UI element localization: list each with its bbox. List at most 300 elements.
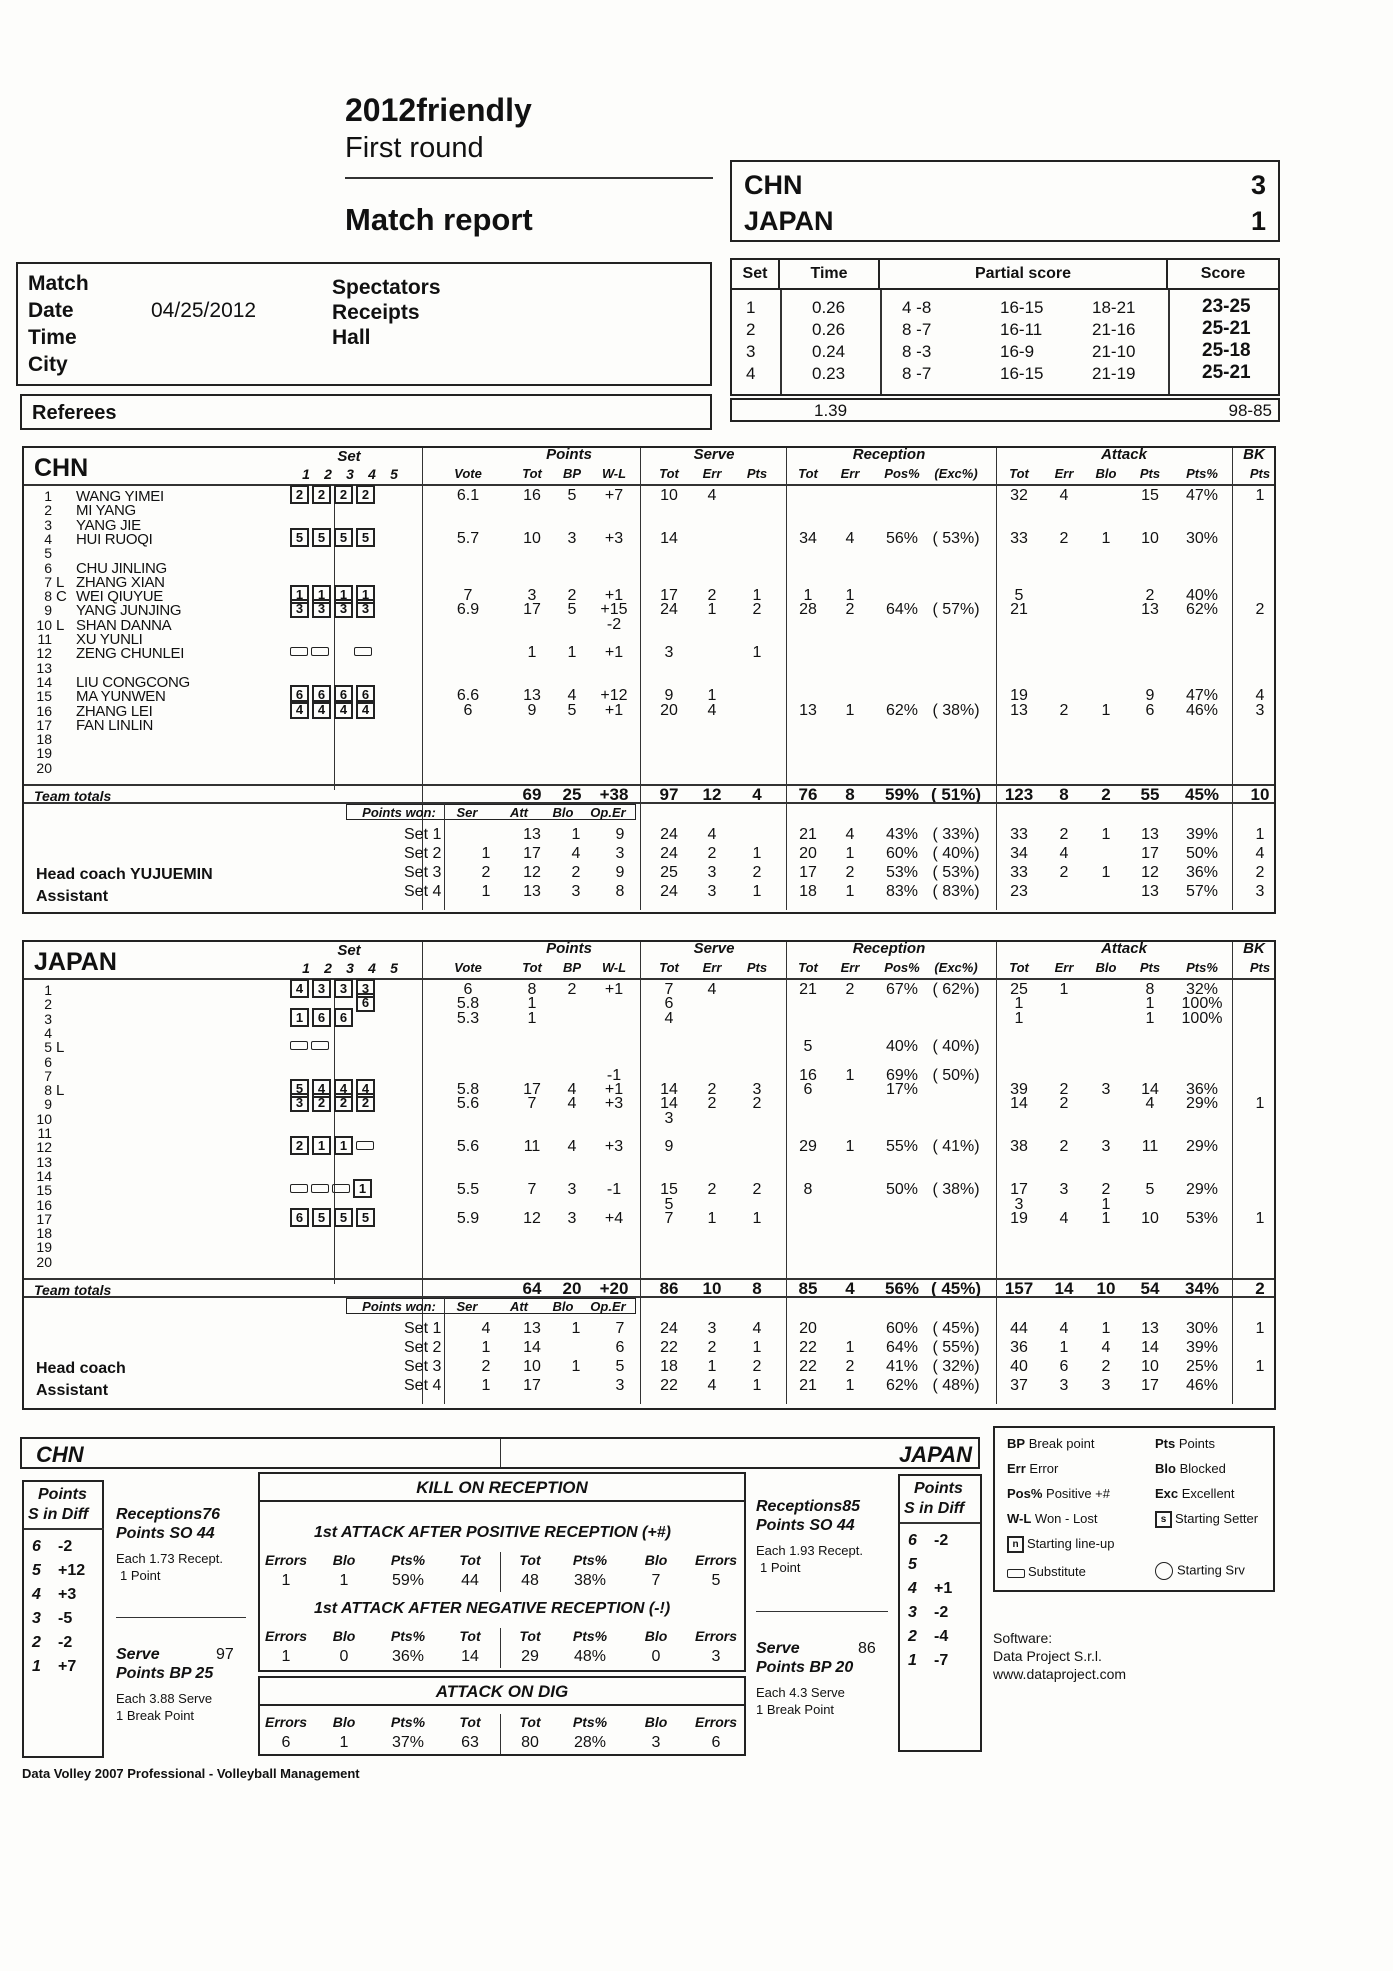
substitute-marker bbox=[354, 647, 372, 656]
total-points: 98-85 bbox=[1228, 401, 1272, 420]
set-stat-rc_tot: 22 bbox=[799, 1358, 817, 1375]
stat-bk: 3 bbox=[1255, 701, 1265, 719]
set-label: Set 3 bbox=[404, 1358, 442, 1375]
away-each-recept: Each 1.93 Recept. bbox=[756, 1543, 863, 1558]
stat-sv_tot: 3 bbox=[664, 1109, 674, 1127]
set-stat-rc_tot: 20 bbox=[799, 845, 817, 862]
player-name: ZENG CHUNLEI bbox=[76, 645, 185, 663]
starting-position: 5 bbox=[290, 1079, 309, 1098]
set-stat-rc_exc: ( 83%) bbox=[932, 883, 980, 900]
positive-title: 1st ATTACK AFTER POSITIVE RECEPTION (+#) bbox=[314, 1524, 671, 1541]
stat-at_pts: 4 bbox=[1145, 1095, 1155, 1113]
match-result bbox=[730, 160, 1280, 242]
total-sv_err: 10 bbox=[702, 1279, 722, 1298]
set-stat-bk: 1 bbox=[1255, 1320, 1265, 1337]
stat-vote: 5.6 bbox=[456, 1095, 480, 1113]
player-lineup bbox=[290, 1093, 378, 1112]
referees-label: Referees bbox=[32, 402, 117, 424]
set-stat-rc_err: 1 bbox=[845, 845, 855, 862]
set-stat-sv_err: 3 bbox=[707, 883, 717, 900]
kill-col-header: Pts% bbox=[390, 1628, 426, 1644]
player-number: 20 bbox=[36, 759, 52, 776]
set-stat-at_blo: 4 bbox=[1101, 1339, 1111, 1356]
stat-bp: 5 bbox=[567, 601, 577, 619]
set-stat-at_blo: 1 bbox=[1101, 826, 1111, 843]
stat-vote: 6.1 bbox=[456, 487, 480, 504]
stat-rc_exc: ( 57%) bbox=[932, 601, 980, 619]
column-header-rc_pos: Pos% bbox=[884, 960, 920, 975]
dig-title: ATTACK ON DIG bbox=[260, 1678, 744, 1706]
column-divider bbox=[444, 804, 445, 910]
stat-rc_err: 2 bbox=[845, 981, 855, 998]
player-role: L bbox=[56, 1039, 65, 1057]
chn-team-name: CHN bbox=[34, 454, 89, 482]
set-stat-at_pts: 13 bbox=[1141, 1320, 1159, 1337]
rotation-number: 5 bbox=[908, 1556, 917, 1573]
total-wl: +20 bbox=[599, 1279, 629, 1298]
stat-vote: 6 bbox=[463, 701, 473, 719]
set-stat-at_pct: 36% bbox=[1185, 864, 1219, 881]
set-stat-at_tot: 40 bbox=[1010, 1358, 1028, 1375]
stat-at_pct: 29% bbox=[1185, 1138, 1219, 1156]
stat-at_pts: 10 bbox=[1141, 529, 1159, 547]
total-rc_tot: 85 bbox=[798, 1279, 818, 1298]
kill-title: KILL ON RECEPTION bbox=[260, 1474, 744, 1502]
rot-divider bbox=[900, 1522, 980, 1524]
stat-at_pct: 46% bbox=[1185, 701, 1219, 719]
stat-bp: 2 bbox=[567, 587, 577, 605]
partial-score-3: 21-10 bbox=[1092, 342, 1136, 361]
set-stat-att: 17 bbox=[523, 845, 541, 862]
away-serve-value: 86 bbox=[858, 1640, 876, 1657]
player-number: 9 bbox=[44, 602, 52, 619]
kill-col-header: Blo bbox=[332, 1552, 356, 1568]
player-number: 14 bbox=[36, 1167, 52, 1184]
starting-position: 3 bbox=[312, 979, 331, 998]
player-name: SHAN DANNA bbox=[76, 616, 172, 634]
player-name: LIU CONGCONG bbox=[76, 673, 190, 691]
stat-sv_pts: 3 bbox=[752, 1081, 762, 1099]
player-number: 7 bbox=[44, 1067, 52, 1084]
stat-at_pct: 47% bbox=[1185, 687, 1219, 705]
starting-position: 3 bbox=[356, 979, 375, 998]
head-coach: Head coach YUJUEMIN bbox=[36, 866, 213, 883]
set-stat-rc_tot: 21 bbox=[799, 1377, 817, 1394]
stat-vote: 6 bbox=[463, 981, 473, 998]
set-stat-rc_tot: 22 bbox=[799, 1339, 817, 1356]
away-points-bp: Points BP 20 bbox=[756, 1659, 854, 1676]
set-stat-rc_exc: ( 40%) bbox=[932, 845, 980, 862]
report-title: Match report bbox=[345, 202, 533, 237]
total-bp: 20 bbox=[562, 1279, 582, 1298]
total-bk: 2 bbox=[1255, 1279, 1265, 1298]
set-final-score: 23-25 bbox=[1202, 296, 1251, 317]
stat-at_tot: 19 bbox=[1010, 1209, 1028, 1227]
starting-position: 3 bbox=[290, 599, 309, 618]
starting-position: 1 bbox=[290, 1008, 309, 1027]
starting-position: 1 bbox=[312, 1136, 331, 1155]
set-stat-att: 17 bbox=[523, 1377, 541, 1394]
stat-wl: +1 bbox=[604, 981, 624, 998]
set-stat-at_pts: 13 bbox=[1141, 826, 1159, 843]
stat-bp: 3 bbox=[567, 529, 577, 547]
legend-pts: Pts bbox=[1155, 1436, 1176, 1451]
kill-value: 3 bbox=[711, 1648, 721, 1665]
points-won-label: Points won: bbox=[362, 1299, 436, 1314]
rotation-number: 1 bbox=[32, 1658, 41, 1675]
stat-rc_tot: 5 bbox=[803, 1038, 813, 1056]
set-stat-at_err: 1 bbox=[1059, 1339, 1069, 1356]
player-name: WEI QIUYUE bbox=[76, 588, 164, 606]
rotation-diff: +12 bbox=[58, 1562, 86, 1579]
rotation-diff: -2 bbox=[58, 1634, 73, 1651]
column-header-sv_err: Err bbox=[702, 466, 722, 481]
home-serve-label: Serve bbox=[116, 1646, 160, 1663]
set-stat-att: 14 bbox=[523, 1339, 541, 1356]
stat-rc_pos: 17% bbox=[885, 1081, 919, 1099]
att-label: Att bbox=[509, 1299, 529, 1314]
column-header-at_tot: Tot bbox=[1009, 960, 1029, 975]
starting-position: 5 bbox=[334, 528, 353, 547]
s-in-diff-header: S in Diff bbox=[904, 1500, 965, 1517]
set-stat-rc_exc: ( 48%) bbox=[932, 1377, 980, 1394]
stat-at_tot: 17 bbox=[1010, 1181, 1028, 1199]
substitute-icon bbox=[1007, 1569, 1025, 1578]
set-stat-sv_pts: 2 bbox=[752, 1358, 762, 1375]
stat-sv_err: 4 bbox=[707, 701, 717, 719]
home-points-so: Points SO 44 bbox=[116, 1525, 215, 1542]
set-stat-blo: 2 bbox=[571, 864, 581, 881]
starting-position: 1 bbox=[334, 585, 353, 604]
set-stat-at_pts: 17 bbox=[1141, 845, 1159, 862]
set-number: 2 bbox=[746, 320, 756, 339]
set-number: 1 bbox=[746, 298, 756, 317]
stat-rc_pos: 40% bbox=[885, 1038, 919, 1056]
column-header-tot: Tot bbox=[522, 960, 542, 975]
summary-home-team: CHN bbox=[36, 1442, 84, 1467]
stat-at_pct: 30% bbox=[1185, 529, 1219, 547]
total-rc_pos: 59% bbox=[884, 785, 920, 804]
kill-value: 7 bbox=[651, 1572, 661, 1589]
starting-position: 1 bbox=[356, 585, 375, 604]
set-stat-at_pct: 46% bbox=[1185, 1377, 1219, 1394]
stat-tot: 10 bbox=[523, 529, 541, 547]
legend-srv-text: Starting Srv bbox=[1177, 1562, 1245, 1578]
substitute-marker bbox=[311, 647, 329, 656]
player-number: 2 bbox=[44, 502, 52, 519]
footer-text: Data Volley 2007 Professional - Volleyball Management bbox=[22, 1766, 360, 1781]
stat-rc_tot: 1 bbox=[803, 587, 813, 605]
kill-value: 3 bbox=[651, 1734, 661, 1751]
stat-at_tot: 21 bbox=[1010, 601, 1028, 619]
legend-bp-text: Break point bbox=[1028, 1436, 1095, 1451]
starting-position: 2 bbox=[312, 1093, 331, 1112]
player-lineup bbox=[290, 642, 375, 661]
player-role: L bbox=[56, 573, 65, 591]
away-receptions: Receptions85 bbox=[756, 1498, 861, 1515]
home-sets: 3 bbox=[1250, 170, 1266, 200]
set-stat-rc_err: 1 bbox=[845, 1339, 855, 1356]
legend-bp: BP bbox=[1007, 1436, 1026, 1451]
set-stat-rc_tot: 21 bbox=[799, 826, 817, 843]
home-each-recept: Each 1.73 Recept. bbox=[116, 1551, 223, 1566]
set-stat-at_blo: 1 bbox=[1101, 864, 1111, 881]
set-stat-att: 10 bbox=[523, 1358, 541, 1375]
partial-score-1: 8 -7 bbox=[902, 364, 932, 383]
stat-at_tot: 3 bbox=[1014, 1195, 1024, 1213]
starting-position: 3 bbox=[334, 979, 353, 998]
stat-sv_tot: 4 bbox=[664, 1009, 674, 1027]
stat-at_err: 4 bbox=[1059, 487, 1069, 504]
rotation-number: 6 bbox=[32, 1538, 41, 1555]
kill-col-header: Errors bbox=[264, 1628, 308, 1644]
home-break-point: 1 Break Point bbox=[116, 1708, 195, 1723]
stat-sv_err: 2 bbox=[707, 1181, 717, 1199]
time-header: Time bbox=[780, 260, 880, 290]
set-stat-att: 13 bbox=[523, 826, 541, 843]
player-number: 1 bbox=[44, 488, 52, 504]
starting-position: 5 bbox=[312, 528, 331, 547]
rotation-number: 5 bbox=[32, 1562, 41, 1579]
rotation-number: 6 bbox=[908, 1532, 917, 1549]
stat-sv_err: 2 bbox=[707, 1081, 717, 1099]
away-sets: 1 bbox=[1250, 206, 1266, 236]
substitute-marker bbox=[311, 1184, 329, 1193]
column-header-at_pct: Pts% bbox=[1186, 466, 1218, 481]
total-at_pts: 54 bbox=[1140, 1279, 1160, 1298]
stat-at_pts: 14 bbox=[1141, 1081, 1159, 1099]
column-header-rc_pos: Pos% bbox=[884, 466, 920, 481]
summary-header bbox=[20, 1437, 980, 1469]
stat-at_blo: 3 bbox=[1101, 1081, 1111, 1099]
stat-rc_exc: ( 41%) bbox=[932, 1138, 980, 1156]
player-name: YANG JIE bbox=[76, 516, 141, 534]
total-sv_tot: 97 bbox=[659, 785, 679, 804]
header-divider bbox=[24, 978, 1274, 980]
kill-value: 36% bbox=[391, 1648, 425, 1665]
column-header-sv_pts: Pts bbox=[746, 466, 768, 481]
set-stat-sv_pts: 2 bbox=[752, 864, 762, 881]
player-number: 6 bbox=[44, 559, 52, 576]
stat-tot: 16 bbox=[523, 487, 541, 504]
set-stat-rc_pos: 64% bbox=[885, 1339, 919, 1356]
set-stat-at_tot: 37 bbox=[1010, 1377, 1028, 1394]
set-stat-ser: 4 bbox=[481, 1320, 491, 1337]
stat-rc_exc: ( 53%) bbox=[932, 529, 980, 547]
starting-position: 2 bbox=[334, 1093, 353, 1112]
set-label: Set 1 bbox=[404, 826, 442, 843]
stat-bp: 3 bbox=[567, 1209, 577, 1227]
stat-tot: 11 bbox=[523, 1138, 541, 1156]
legend-exc: Exc bbox=[1155, 1486, 1179, 1501]
hall-label: Hall bbox=[332, 326, 371, 349]
set-stat-at_pct: 30% bbox=[1185, 1320, 1219, 1337]
points-header: Points bbox=[546, 446, 592, 463]
team-totals-label: Team totals bbox=[34, 788, 112, 804]
set-stat-at_err: 4 bbox=[1059, 1320, 1069, 1337]
points-won-label: Points won: bbox=[362, 805, 436, 820]
set-time: 0.26 bbox=[812, 298, 846, 317]
stat-sv_err: 2 bbox=[707, 587, 717, 605]
kill-col-header: Errors bbox=[694, 1714, 738, 1730]
date-value: 04/25/2012 bbox=[151, 299, 257, 322]
score-header: Score bbox=[1168, 260, 1278, 290]
player-number: 11 bbox=[37, 1125, 52, 1141]
set-stat-sv_pts: 1 bbox=[752, 1339, 762, 1356]
starting-position: 6 bbox=[356, 993, 375, 1012]
partial-score-2: 16-9 bbox=[1000, 342, 1035, 361]
set-stat-blo: 1 bbox=[571, 1320, 581, 1337]
away-rotation-points bbox=[898, 1474, 982, 1752]
player-name: FAN LINLIN bbox=[76, 716, 154, 734]
stat-tot: 1 bbox=[527, 995, 537, 1013]
player-number: 17 bbox=[36, 716, 52, 733]
starting-position: 4 bbox=[290, 979, 309, 998]
stat-rc_tot: 8 bbox=[803, 1181, 813, 1199]
column-header-rc_err: Err bbox=[840, 960, 860, 975]
set-stat-at_tot: 33 bbox=[1010, 864, 1028, 881]
away-one-point: 1 Point bbox=[760, 1560, 801, 1575]
rotation-diff: -4 bbox=[934, 1628, 949, 1645]
starting-position: 2 bbox=[356, 485, 375, 504]
round-title: First round bbox=[345, 132, 484, 164]
set-stat-at_tot: 33 bbox=[1010, 826, 1028, 843]
set-stat-rc_tot: 17 bbox=[799, 864, 817, 881]
stat-sv_pts: 2 bbox=[752, 1095, 762, 1113]
home-team: CHN bbox=[744, 170, 803, 200]
stat-sv_err: 1 bbox=[707, 687, 717, 705]
set-stat-at_pct: 39% bbox=[1185, 826, 1219, 843]
stat-at_pts: 1 bbox=[1145, 1009, 1155, 1027]
kill-col-header: Pts% bbox=[390, 1714, 426, 1730]
set-stat-sv_pts: 1 bbox=[752, 845, 762, 862]
stat-rc_pos: 50% bbox=[885, 1181, 919, 1199]
player-number: 16 bbox=[36, 1196, 52, 1213]
player-number: 11 bbox=[37, 631, 52, 647]
set-stat-sv_tot: 24 bbox=[660, 845, 678, 862]
starting-position: 3 bbox=[334, 599, 353, 618]
japan-team-name: JAPAN bbox=[34, 948, 117, 976]
kill-col-header: Tot bbox=[459, 1552, 481, 1568]
set-label: Set 2 bbox=[404, 845, 442, 862]
attack-header: Attack bbox=[1101, 446, 1147, 463]
set-stat-op: 8 bbox=[615, 883, 625, 900]
stat-tot: 7 bbox=[527, 1181, 537, 1199]
column-header-sv_err: Err bbox=[702, 960, 722, 975]
player-number: 15 bbox=[36, 1182, 52, 1199]
stat-bp: 4 bbox=[567, 1138, 577, 1156]
stat-wl: +15 bbox=[600, 601, 628, 619]
stat-wl: +1 bbox=[604, 644, 624, 662]
set-stat-rc_exc: ( 32%) bbox=[932, 1358, 980, 1375]
kill-value: 6 bbox=[281, 1734, 291, 1751]
kill-col-header: Blo bbox=[332, 1628, 356, 1644]
kill-col-header: Errors bbox=[694, 1628, 738, 1644]
total-rc_pos: 56% bbox=[884, 1279, 920, 1298]
column-header-wl: W-L bbox=[601, 466, 627, 481]
player-number: 7 bbox=[44, 573, 52, 590]
set-stat-op: 7 bbox=[615, 1320, 625, 1337]
set-stat-rc_exc: ( 53%) bbox=[932, 864, 980, 881]
set-stat-sv_err: 4 bbox=[707, 1377, 717, 1394]
total-sv_err: 12 bbox=[702, 785, 722, 804]
partial-score-1: 8 -7 bbox=[902, 320, 932, 339]
stat-wl: -1 bbox=[606, 1066, 622, 1084]
partial-header: Partial score bbox=[880, 260, 1168, 290]
stat-tot: 1 bbox=[527, 1009, 537, 1027]
total-tot: 64 bbox=[522, 1279, 542, 1298]
set-col-5: 5 bbox=[390, 960, 398, 976]
stat-at_pct: 53% bbox=[1185, 1209, 1219, 1227]
stat-rc_tot: 16 bbox=[799, 1066, 817, 1084]
partial-score-3: 21-19 bbox=[1092, 364, 1136, 383]
kill-value: 1 bbox=[281, 1648, 291, 1665]
kill-value: 48% bbox=[573, 1648, 607, 1665]
set-stat-sv_tot: 24 bbox=[660, 883, 678, 900]
home-points-bp: Points BP 25 bbox=[116, 1665, 214, 1682]
legend-sub-text: Substitute bbox=[1028, 1564, 1086, 1579]
stat-at_blo: 2 bbox=[1101, 1181, 1111, 1199]
set-time: 0.23 bbox=[812, 364, 846, 383]
stat-tot: 7 bbox=[527, 1095, 537, 1113]
stat-sv_tot: 7 bbox=[664, 1209, 674, 1227]
player-lineup bbox=[290, 485, 378, 504]
stat-rc_err: 2 bbox=[845, 601, 855, 619]
stat-at_pct: 40% bbox=[1185, 587, 1219, 605]
total-at_blo: 10 bbox=[1096, 1279, 1116, 1298]
att-label: Att bbox=[509, 805, 529, 820]
stat-rc_err: 1 bbox=[845, 1138, 855, 1156]
set-col-5: 5 bbox=[390, 466, 398, 482]
set-time: 0.24 bbox=[812, 342, 846, 361]
legend bbox=[993, 1426, 1275, 1592]
column-header-at_blo: Blo bbox=[1095, 466, 1117, 481]
home-serve-value: 97 bbox=[216, 1646, 234, 1663]
kill-value: 1 bbox=[339, 1734, 349, 1751]
player-number: 18 bbox=[36, 1225, 52, 1242]
rotation-diff: -5 bbox=[58, 1610, 73, 1627]
home-one-point: 1 Point bbox=[120, 1568, 161, 1583]
total-sv_pts: 8 bbox=[752, 1279, 762, 1298]
player-number: 3 bbox=[44, 1010, 52, 1027]
substitute-marker bbox=[290, 647, 308, 656]
rotation-number: 3 bbox=[908, 1604, 917, 1621]
rotation-number: 2 bbox=[908, 1628, 917, 1645]
stat-sv_err: 1 bbox=[707, 601, 717, 619]
away-break-point: 1 Break Point bbox=[756, 1702, 835, 1717]
set-stat-blo: 3 bbox=[571, 883, 581, 900]
column-header-bk: Pts bbox=[1249, 466, 1271, 481]
stat-wl: -2 bbox=[606, 615, 622, 633]
stat-vote: 5.6 bbox=[456, 1138, 480, 1156]
player-number: 10 bbox=[36, 1110, 52, 1127]
starting-position: 6 bbox=[334, 1008, 353, 1027]
set-stat-rc_exc: ( 33%) bbox=[932, 826, 980, 843]
rotation-diff: +7 bbox=[58, 1658, 77, 1675]
player-number: 16 bbox=[36, 702, 52, 719]
total-tot: 69 bbox=[522, 785, 542, 804]
starting-position: 2 bbox=[312, 485, 331, 504]
bk-header: BK bbox=[1243, 940, 1265, 957]
stat-bp: 3 bbox=[567, 1181, 577, 1199]
set-stat-rc_exc: ( 55%) bbox=[932, 1339, 980, 1356]
referees bbox=[20, 394, 712, 430]
header-divider bbox=[24, 484, 1274, 486]
player-number: 9 bbox=[44, 1096, 52, 1113]
player-lineup bbox=[290, 1008, 378, 1027]
kill-value: 0 bbox=[339, 1648, 349, 1665]
stat-rc_pos: 69% bbox=[885, 1066, 919, 1084]
